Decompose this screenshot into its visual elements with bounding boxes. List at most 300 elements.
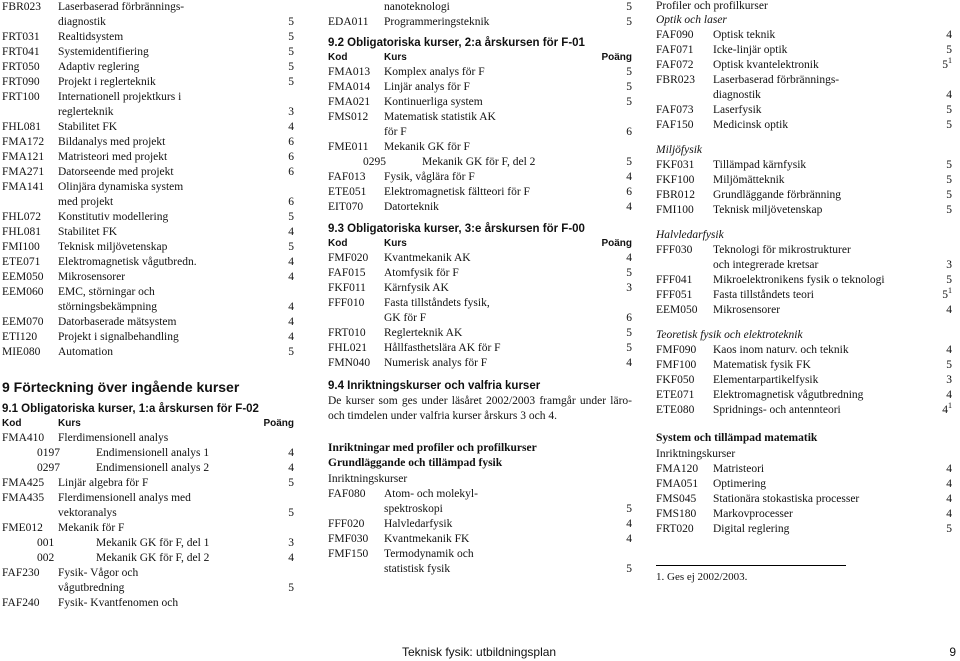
course-title: och integrerade kretsar [713,259,819,271]
course-row [2,536,294,551]
course-title: Olinjära dynamiska system [58,181,184,193]
course-code: EEM050 [2,271,44,283]
course-credits [288,461,294,476]
course-row [2,285,294,315]
kod-header: Kod [328,238,348,249]
course-credits [288,165,294,180]
course-code: FHL072 [2,211,41,223]
course-row [2,225,294,240]
course-title: Matristeori [713,463,765,475]
course-row [656,358,952,373]
credits-value: 4 [946,508,952,520]
course-row [656,522,952,537]
course-code: 0197 [37,447,60,459]
course-title: Internationell projektkurs i [58,91,182,103]
course-row [328,266,632,281]
course-code: FAF015 [328,267,366,279]
course-row [328,65,632,80]
course-list-continued [328,0,632,30]
course-title: statistisk fysik [384,563,451,575]
credits-value: 5 [626,267,632,279]
course-row [656,273,952,288]
course-code: FAF072 [656,59,694,71]
course-row [656,158,952,173]
course-row [2,476,294,491]
course-code: FKF100 [656,174,695,186]
credits-value: 5 [288,16,294,28]
course-title: nanoteknologi [384,1,450,13]
course-code: FMA021 [328,96,371,108]
credits-value: 5 [288,241,294,253]
course-credits [946,462,952,477]
course-code: ETE071 [2,256,41,268]
course-code: FMA014 [328,81,371,93]
course-title: Elektromagnetisk vågutbredning [713,389,864,401]
credits-value: 5 [946,159,952,171]
course-credits [626,266,632,281]
credits-value: 5 [946,189,952,201]
course-title: Optisk kvantelektronik [713,59,819,71]
course-title: Bildanalys med projekt [58,136,166,148]
credits-value: 5 [946,119,952,131]
footnote-marker: 1 [948,286,952,295]
course-title: Komplex analys för F [384,66,485,78]
course-credits [626,251,632,266]
table-header [2,417,294,431]
course-code: FAF150 [656,119,694,131]
course-title: Medicinsk optik [713,119,789,131]
credits-value: 4 [942,404,948,416]
course-code: 0297 [37,462,60,474]
course-title: Stationära stokastiska processer [713,493,860,505]
credits-value: 4 [946,344,952,356]
course-row [328,532,632,547]
course-code: FAF090 [656,29,694,41]
credits-value: 4 [288,447,294,459]
course-credits [626,502,632,517]
course-row [656,73,952,103]
profile-teoretisk-title: Teoretisk fysik och elektroteknik [656,329,803,341]
course-title: Halvledarfysik [384,518,453,530]
credits-value: 4 [946,478,952,490]
credits-value: 5 [288,61,294,73]
course-credits [288,270,294,285]
course-credits [288,581,294,596]
course-row [2,461,294,476]
course-row [328,356,632,371]
course-title: Adaptiv reglering [58,61,140,73]
course-title: diagnostik [58,16,106,28]
course-title: Teknisk miljövetenskap [713,204,823,216]
course-list-grundlaggande [328,487,632,577]
course-row [656,288,952,303]
course-credits [626,80,632,95]
course-credits [946,522,952,537]
course-row [2,446,294,461]
course-title: Fysik- Vågor och [58,567,139,579]
course-title: vektoranalys [58,507,117,519]
course-credits [946,492,952,507]
course-code: FMF020 [328,252,369,264]
course-code: ETE080 [656,404,695,416]
section-9-3-heading: 9.3 Obligatoriska kurser, 3:e årskursen för F-00 [328,223,585,235]
course-row [656,462,952,477]
credits-value: 5 [626,16,632,28]
course-code: FMF150 [328,548,369,560]
course-code: FBR023 [2,1,41,13]
course-list-optik [656,28,952,133]
course-row [328,155,632,170]
course-title: Kärnfysik AK [384,282,449,294]
course-code: FBR023 [656,74,695,86]
course-title: Linjär algebra för F [58,477,149,489]
course-credits [288,345,294,360]
course-row [656,477,952,492]
course-row [328,547,632,577]
course-credits [288,551,294,566]
course-code: FFF041 [656,274,693,286]
footnote-marker: 1 [948,401,952,410]
course-credits [946,188,952,203]
course-code: EDA011 [328,16,369,28]
course-code: FMA120 [656,463,699,475]
credits-value: 5 [946,204,952,216]
course-credits [626,341,632,356]
course-credits [946,258,952,273]
course-credits [626,125,632,140]
course-title: Laserbaserad förbrännings- [58,1,185,13]
credits-value: 4 [288,331,294,343]
course-row [2,315,294,330]
course-title: Projekt i signalbehandling [58,331,179,343]
course-row [2,45,294,60]
course-title: Teknologi för mikrostrukturer [713,244,851,256]
course-code: FMF090 [656,344,697,356]
course-row [2,90,294,120]
course-list-9-1 [2,431,294,611]
course-row [656,373,952,388]
course-list-9-3 [328,251,632,371]
course-title: Laserbaserad förbrännings- [713,74,840,86]
course-row [2,180,294,210]
course-credits [946,158,952,173]
course-title: för F [384,126,407,138]
course-credits [626,281,632,296]
course-row [2,120,294,135]
course-code: FRT100 [2,91,40,103]
credits-value: 5 [626,327,632,339]
credits-value: 4 [288,121,294,133]
course-row [2,240,294,255]
section-9-2-heading: 9.2 Obligatoriska kurser, 2:a årskursen för F-01 [328,37,585,49]
credits-value: 4 [946,29,952,41]
course-code: EEM060 [2,286,44,298]
course-row [656,118,952,133]
course-code: FMA410 [2,432,45,444]
course-title: Mekanik GK för F, del 1 [96,537,210,549]
credits-value: 5 [288,31,294,43]
course-row [656,492,952,507]
course-credits [288,120,294,135]
course-row [328,251,632,266]
course-title: Automation [58,346,113,358]
course-title: Datorseende med projekt [58,166,174,178]
course-code: FRT050 [2,61,40,73]
course-code: ETE051 [328,186,367,198]
credits-value: 5 [626,96,632,108]
kurs-header: Kurs [384,238,407,249]
course-code: FME012 [2,522,43,534]
course-title: Stabilitet FK [58,121,118,133]
course-title: Matematisk statistik AK [384,111,496,123]
course-row [656,28,952,43]
course-code: FRT031 [2,31,40,43]
credits-value: 4 [626,518,632,530]
credits-value: 6 [288,151,294,163]
course-credits [288,105,294,120]
credits-value: 5 [288,76,294,88]
course-code: FKF011 [328,282,366,294]
kurs-header: Kurs [384,52,407,63]
course-code: FRT041 [2,46,40,58]
course-code: FHL081 [2,226,41,238]
course-code: ETI120 [2,331,38,343]
course-title: Endimensionell analys 1 [96,447,210,459]
course-title: Projekt i reglerteknik [58,76,156,88]
course-credits [626,15,632,30]
course-row [656,173,952,188]
course-title: Grundläggande förbränning [713,189,842,201]
course-row [656,243,952,273]
course-credits [626,185,632,200]
course-credits [288,75,294,90]
course-list-continued [2,0,294,360]
course-code: FKF050 [656,374,695,386]
credits-value: 3 [626,282,632,294]
course-row [328,326,632,341]
kod-header: Kod [328,52,348,63]
course-code: FAF013 [328,171,366,183]
course-credits [288,15,294,30]
course-row [2,551,294,566]
course-row [328,296,632,326]
course-row [2,60,294,75]
course-title: Optisk teknik [713,29,776,41]
course-credits [288,210,294,225]
course-title: Mekanik för F [58,522,125,534]
course-title: Systemidentifiering [58,46,149,58]
course-code: FME011 [328,141,369,153]
course-credits [942,58,952,73]
course-code: EEM050 [656,304,698,316]
inriktningskurser-label: Inriktningskurser [328,473,408,485]
course-row [2,255,294,270]
credits-value: 4 [946,89,952,101]
credits-value: 4 [288,462,294,474]
credits-value: 4 [626,171,632,183]
course-credits [626,0,632,15]
course-title: Mekanik GK för F, del 2 [96,552,210,564]
credits-value: 5 [288,507,294,519]
course-credits [288,446,294,461]
course-row [328,281,632,296]
credits-value: 5 [946,523,952,535]
course-code: MIE080 [2,346,41,358]
credits-value: 4 [946,389,952,401]
course-credits [288,300,294,315]
course-credits [626,532,632,547]
credits-value: 5 [288,477,294,489]
course-code: FAF071 [656,44,694,56]
course-credits [288,150,294,165]
course-title: Flerdimensionell analys [58,432,169,444]
poang-header: Poäng [601,52,632,63]
credits-value: 5 [626,81,632,93]
course-title: Spridnings- och antennteori [713,404,841,416]
course-row [2,521,294,536]
course-code: 001 [37,537,55,549]
course-title: Matristeori med projekt [58,151,168,163]
credits-value: 4 [288,316,294,328]
course-code: FMA051 [656,478,699,490]
credits-value: 5 [942,289,948,301]
column-left [2,0,294,611]
course-credits [946,103,952,118]
course-title: Mekanik GK för F [384,141,470,153]
course-row [328,517,632,532]
course-row [328,110,632,140]
course-row [656,203,952,218]
credits-value: 5 [946,274,952,286]
course-title: Datorbaserade mätsystem [58,316,177,328]
course-row [328,140,632,155]
course-credits [288,225,294,240]
poang-header: Poäng [601,238,632,249]
course-title: Atom- och molekyl- [384,488,478,500]
course-row [2,0,294,30]
course-title: Atomfysik för F [384,267,459,279]
credits-value: 6 [288,196,294,208]
course-title: Laserfysik [713,104,762,116]
credits-value: 4 [946,304,952,316]
credits-value: 4 [946,463,952,475]
credits-value: 5 [626,66,632,78]
course-code: FMF030 [328,533,369,545]
system-inriktningskurser-label: Inriktningskurser [656,448,736,460]
course-credits [288,195,294,210]
credits-value: 5 [288,211,294,223]
course-code: FFF030 [656,244,693,256]
course-title: Reglerteknik AK [384,327,463,339]
course-row [2,150,294,165]
course-code: FMA172 [2,136,45,148]
course-row [656,103,952,118]
credits-value: 6 [626,126,632,138]
course-title: vågutbredning [58,582,125,594]
credits-value: 5 [626,342,632,354]
profiler-label: Profiler och profilkurser [656,0,768,12]
course-code: FAF080 [328,488,366,500]
course-code: FAF240 [2,597,40,609]
course-title: Mekanik GK för F, del 2 [422,156,536,168]
course-title: EMC, störningar och [58,286,155,298]
credits-value: 4 [626,201,632,213]
course-code: FMN040 [328,357,371,369]
credits-value: 4 [626,357,632,369]
credits-value: 5 [626,503,632,515]
course-credits [946,303,952,318]
course-credits [626,95,632,110]
course-row [2,566,294,596]
course-title: Datorteknik [384,201,439,213]
course-code: FFF051 [656,289,693,301]
course-title: Mikrosensorer [713,304,781,316]
course-title: Mikrosensorer [58,271,126,283]
course-row [656,507,952,522]
course-title: spektroskopi [384,503,443,515]
course-title: Miljömätteknik [713,174,785,186]
course-title: Linjär analys för F [384,81,470,93]
course-code: FRT090 [2,76,40,88]
course-title: Stabilitet FK [58,226,118,238]
table-header [328,51,632,65]
course-code: FMS045 [656,493,697,505]
course-credits [942,288,952,303]
credits-value: 5 [626,156,632,168]
course-code: FMA425 [2,477,45,489]
credits-value: 4 [288,256,294,268]
kurs-header: Kurs [58,418,81,429]
course-credits [288,506,294,521]
credits-value: 5 [626,1,632,13]
course-code: FMA435 [2,492,45,504]
course-code: FMA013 [328,66,371,78]
course-credits [288,60,294,75]
course-row [656,43,952,58]
course-code: FMS180 [656,508,697,520]
course-title: Fysik, våglära för F [384,171,475,183]
course-code: FMA271 [2,166,45,178]
course-credits [946,118,952,133]
credits-value: 5 [946,104,952,116]
course-row [328,170,632,185]
credits-value: 5 [626,563,632,575]
course-code: FBR012 [656,189,695,201]
credits-value: 4 [626,252,632,264]
credits-value: 4 [946,493,952,505]
footer-title: Teknisk fysik: utbildningsplan [402,645,557,659]
inriktningar-heading: Inriktningar med profiler och profilkurser [328,442,537,454]
course-title: Kontinuerliga system [384,96,483,108]
course-row [2,491,294,521]
course-row [2,75,294,90]
course-row [328,185,632,200]
course-row [2,596,294,611]
course-row [656,403,952,418]
table-header [328,237,632,251]
course-title: GK för F [384,312,427,324]
course-title: Programmeringsteknik [384,16,490,28]
course-code: FMS012 [328,111,369,123]
course-row [2,30,294,45]
course-title: Elektromagnetisk fältteori för F [384,186,530,198]
credits-value: 5 [946,44,952,56]
course-row [2,431,294,446]
course-row [656,343,952,358]
course-title: Elektromagnetisk vågutbredn. [58,256,197,268]
course-credits [288,30,294,45]
credits-value: 3 [946,259,952,271]
